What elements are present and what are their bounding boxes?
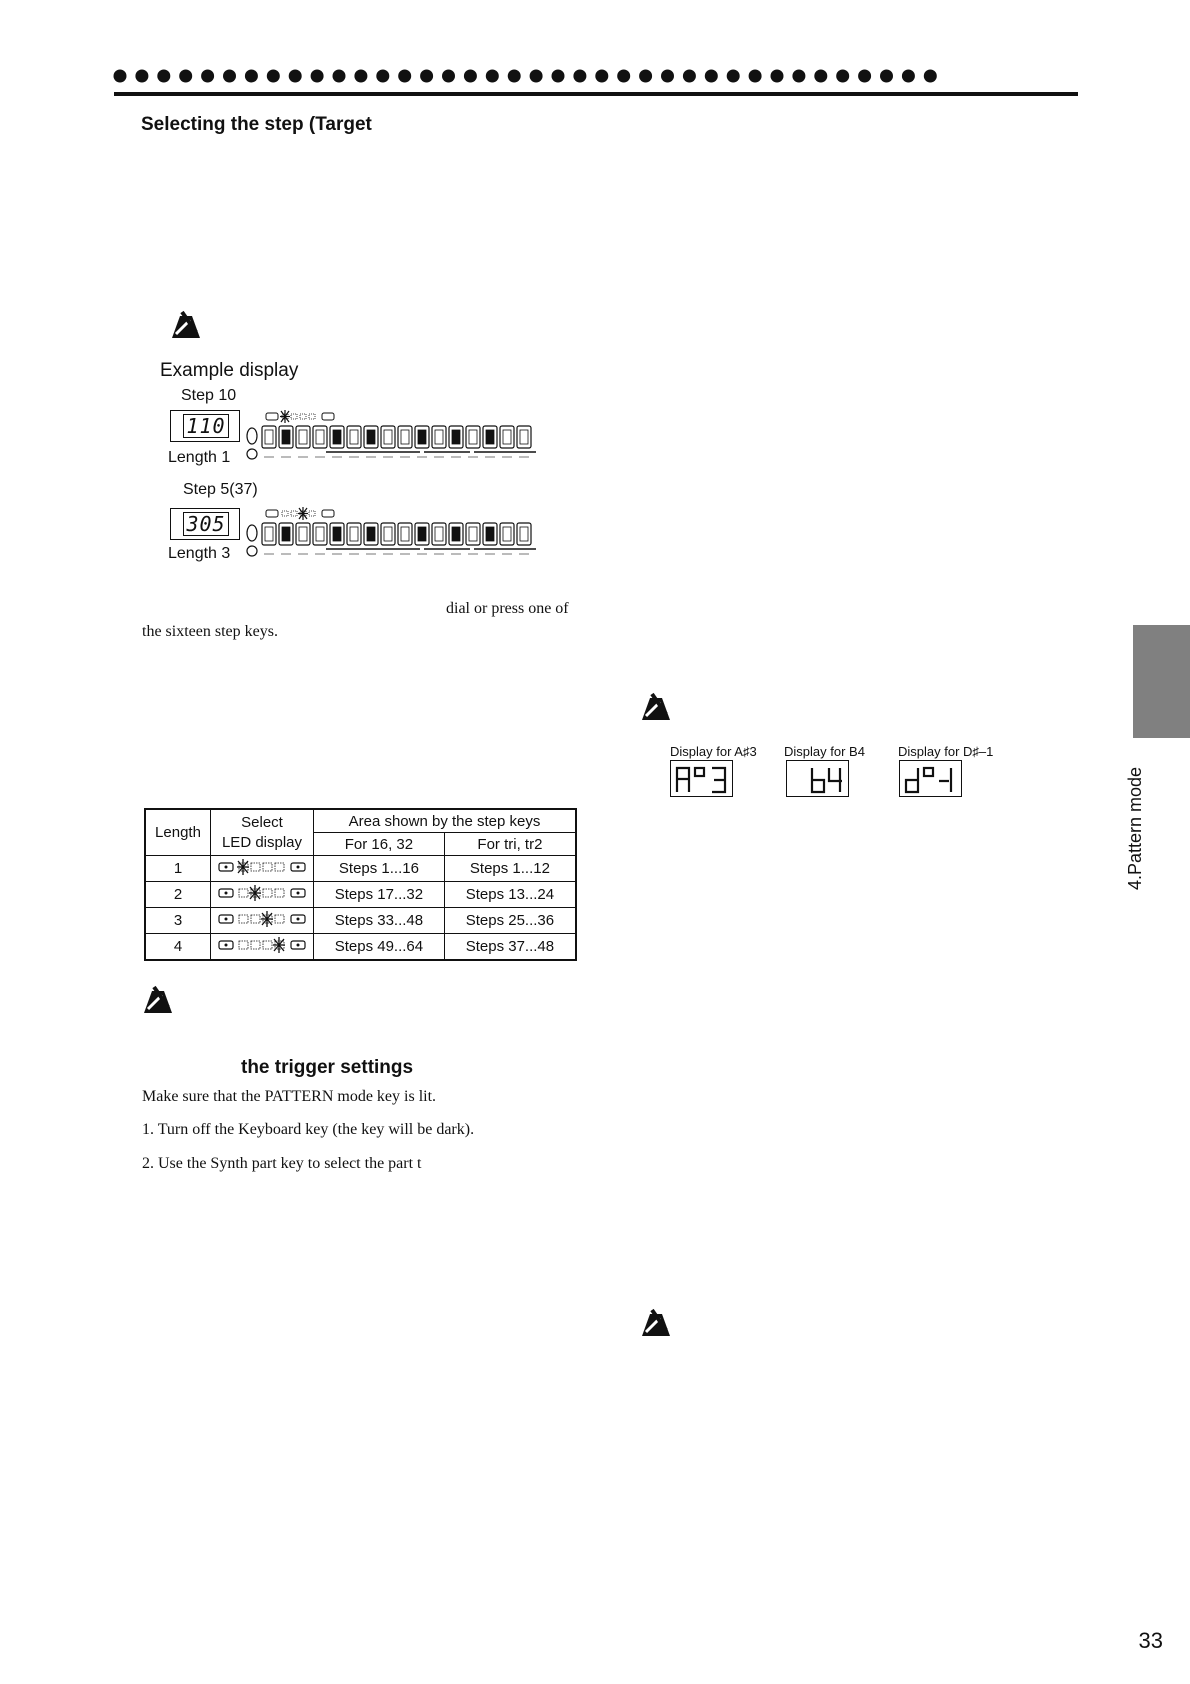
dial-text: dial or press one of [446, 600, 569, 617]
lcd-digits-1: 110 [183, 414, 229, 438]
seven-seg-display-3 [899, 760, 962, 797]
top-rule [114, 92, 1078, 96]
metronome-note-icon [640, 1308, 674, 1338]
example-title: Example display [160, 360, 299, 381]
select-led-icon [211, 882, 314, 908]
instruction-1: 1. Turn off the Keyboard key (the key will be dark). [142, 1121, 475, 1138]
step-label-2: Step 5(37) [183, 481, 258, 498]
display-label-d-sharp-minus-1: Display for D♯–1 [898, 744, 994, 759]
length-label-1: Length 1 [168, 449, 231, 466]
sixteen-text: the sixteen step keys. [142, 623, 278, 640]
page-number: 33 [1138, 1628, 1163, 1653]
metronome-note-icon [142, 985, 176, 1015]
chapter-side-tab [1133, 625, 1190, 738]
row-length: 4 [145, 934, 211, 961]
row-range-a: Steps 17...32 [314, 882, 445, 908]
chapter-side-label [1125, 750, 1165, 890]
top-dot-row [112, 66, 942, 86]
header-length: Length [145, 809, 211, 856]
lcd-display-1 [170, 410, 240, 442]
select-led-icon [211, 856, 314, 882]
row-range-a: Steps 49...64 [314, 934, 445, 961]
header-select [211, 809, 314, 856]
table-row [145, 882, 576, 908]
row-range-b: Steps 1...12 [444, 856, 576, 882]
metronome-note-icon [640, 692, 674, 722]
header-select-line1: Select [241, 813, 283, 831]
trigger-heading: the trigger settings [241, 1057, 414, 1078]
row-range-b: Steps 37...48 [444, 934, 576, 961]
row-range-b: Steps 25...36 [444, 908, 576, 934]
lcd-digits-2: 305 [183, 512, 229, 536]
step-key-panel-2 [246, 505, 540, 561]
instruction-0: Make sure that the PATTERN mode key is lit. [142, 1088, 437, 1105]
chapter-side-label-text: 4.Pattern mode [1125, 766, 1145, 890]
section-heading: Selecting the step (Target [141, 114, 372, 135]
row-length: 2 [145, 882, 211, 908]
length-table [144, 808, 577, 961]
header-select-line2: LED display [221, 833, 303, 851]
step-key-panel-1 [246, 408, 540, 464]
row-length: 3 [145, 908, 211, 934]
table-row [145, 908, 576, 934]
header-area: Area shown by the step keys [314, 809, 577, 833]
seven-seg-display-1 [670, 760, 733, 797]
instruction-2: 2. Use the Synth part key to select the part t [142, 1155, 422, 1172]
metronome-note-icon [170, 310, 204, 340]
header-col-16-32: For 16, 32 [314, 833, 445, 856]
row-range-b: Steps 13...24 [444, 882, 576, 908]
select-led-icon [211, 908, 314, 934]
step-label-1: Step 10 [181, 387, 237, 404]
table-row [145, 934, 576, 961]
seven-seg-display-2 [786, 760, 849, 797]
row-length: 1 [145, 856, 211, 882]
table-row [145, 856, 576, 882]
row-range-a: Steps 1...16 [314, 856, 445, 882]
header-col-tri: For tri, tr2 [444, 833, 576, 856]
display-label-b4: Display for B4 [784, 744, 865, 759]
row-range-a: Steps 33...48 [314, 908, 445, 934]
lcd-display-2 [170, 508, 240, 540]
display-label-a-sharp-3: Display for A♯3 [670, 744, 757, 759]
select-led-icon [211, 934, 314, 961]
length-label-2: Length 3 [168, 545, 231, 562]
